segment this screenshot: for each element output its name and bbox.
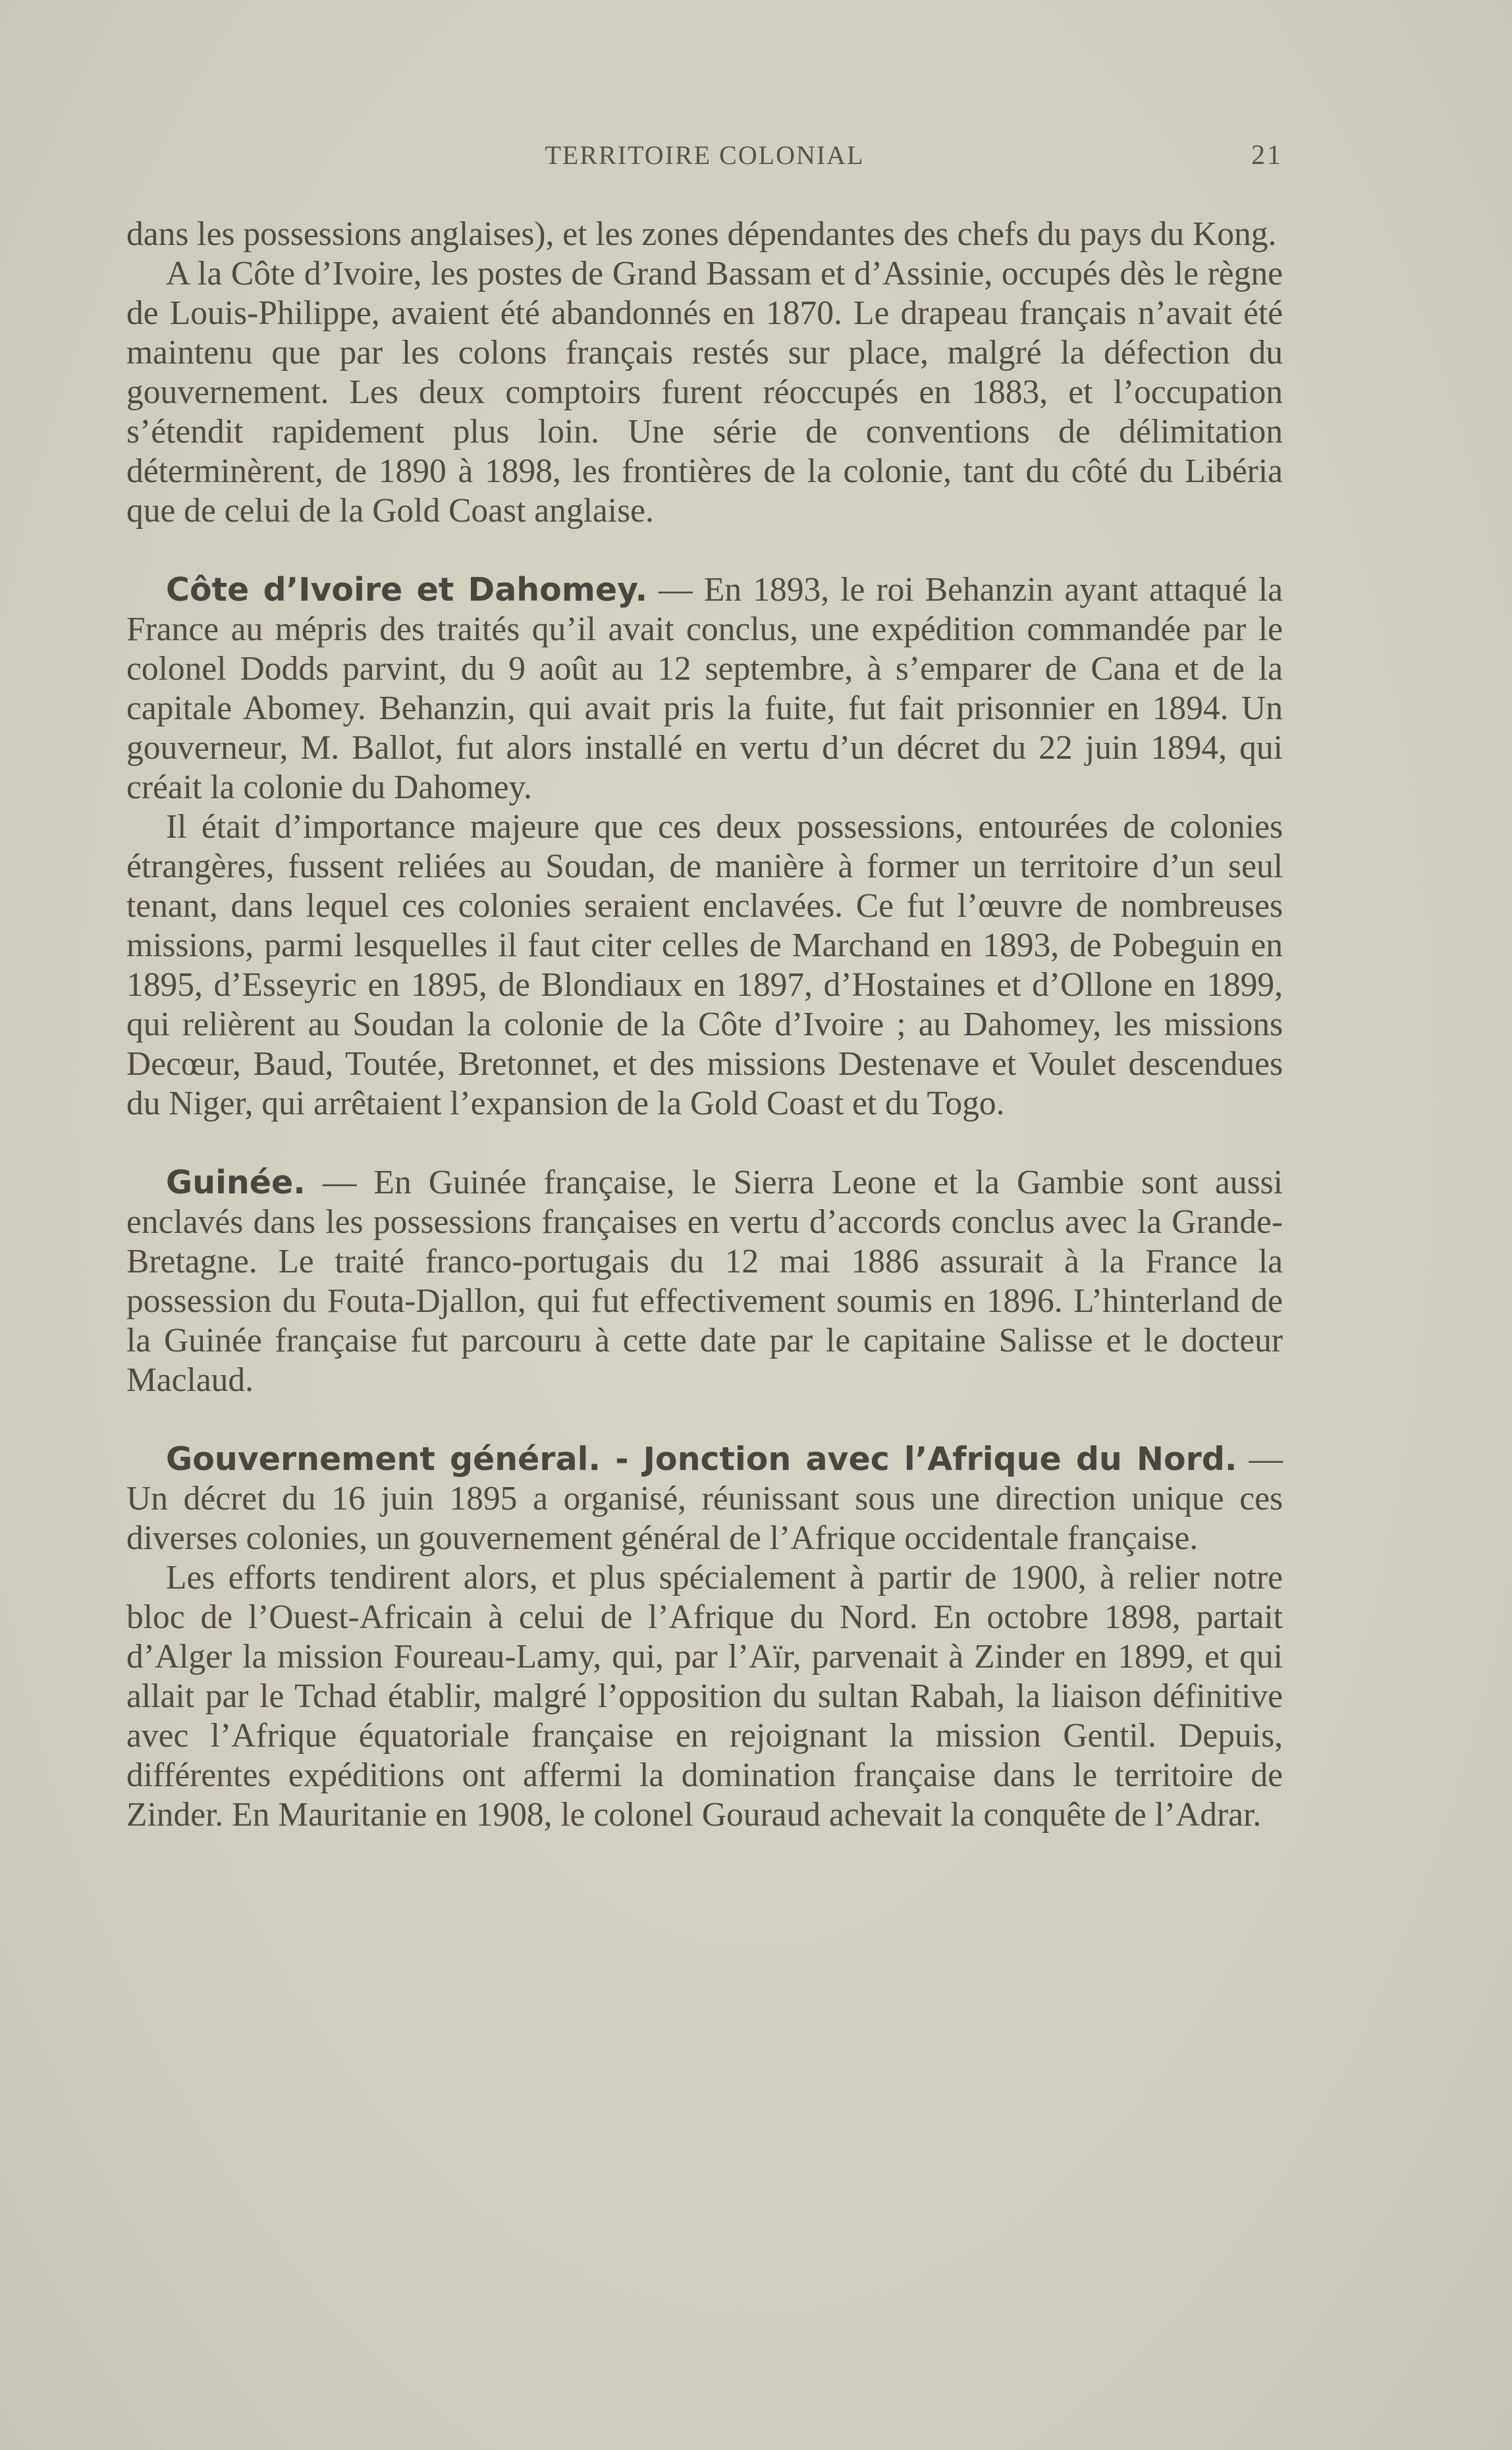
section-heading-gouvernement-general: Gouvernement général. - Jonction avec l’Afrique du Nord. bbox=[166, 1440, 1237, 1478]
body-text bbox=[126, 215, 1283, 1835]
section-heading-cote-ivoire-dahomey: Côte d’Ivoire et Dahomey. bbox=[166, 571, 648, 609]
section-gouvernement-general bbox=[126, 1440, 1283, 1558]
page-number: 21 bbox=[1251, 140, 1283, 171]
paragraph-cote-ivoire: A la Côte d’Ivoire, les postes de Grand Bassam et d’Assinie, occupés dès le règne de Louis-Philippe, avaient été abandonnés en 1870. Le drapeau français n’avait été maintenu que par les colons français restés sur place, malgré la défection du gouvernement. Les deux comptoirs furent réoccupés en 1883, et l’occupation s’étendit rapidement plus loin. Une série de conventions de délimitation déterminèrent, de 1890 à 1898, les frontières de la colonie, tant du côté du Libéria que de celui de la Gold Coast anglaise. bbox=[126, 255, 1283, 530]
page-header bbox=[126, 140, 1283, 179]
section-guinee bbox=[126, 1163, 1283, 1400]
paragraph-efforts: Les efforts tendirent alors, et plus spécialement à partir de 1900, à relier notre bloc de l’Ouest-Africain à celui de l’Afrique du Nord. En octobre 1898, partait d’Alger la mission Foureau-Lamy, qui, par l’Aïr, parvenait à Zinder en 1899, et qui allait par le Tchad établir, malgré l’opposition du sultan Rabah, la liaison définitive avec l’Afrique équatoriale française en rejoignant la mission Gentil. Depuis, différentes expéditions ont affermi la domination française dans le territoire de Zinder. En Mauritanie en 1908, le colonel Gouraud achevait la conquête de l’Adrar. bbox=[126, 1559, 1283, 1834]
paragraph-continuation: dans les possessions anglaises), et les zones dépendantes des chefs du pays du Kong. bbox=[126, 215, 1277, 253]
paragraph-missions: Il était d’importance majeure que ces deux possessions, entourées de colonies étrangères, fussent reliées au Soudan, de manière à former un territoire d’un seul tenant, dans lequel ces colonies seraient enclavées. Ce fut l’œuvre de nombreuses missions, parmi lesquelles il faut citer celles de Marchand en 1893, de Pobeguin en 1895, d’Esseyric en 1895, de Blondiaux en 1897, d’Hostaines et d’Ollone en 1899, qui relièrent au Soudan la colonie de la Côte d’Ivoire ; au Dahomey, les missions Decœur, Baud, Toutée, Bretonnet, et des missions Destenave et Voulet descendues du Niger, qui arrêtaient l’expansion de la Gold Coast et du Togo. bbox=[126, 808, 1283, 1122]
section-cote-ivoire-dahomey bbox=[126, 570, 1283, 807]
section-heading-guinee: Guinée. bbox=[166, 1164, 306, 1201]
section-text-gouvernement-general: — Un décret du 16 juin 1895 a organisé, réunissant sous une direction unique ces diverses colonies, un gouvernement général de l’Afrique occidentale française. bbox=[126, 1440, 1283, 1557]
section-text-guinee: — En Guinée française, le Sierra Leone et la Gambie sont aussi enclavés dans les possessions françaises en vertu d’accords conclus avec la Grande-Bretagne. Le traité franco-portugais du 12 mai 1886 assurait à la France la possession du Fouta-Djallon, qui fut effectivement soumis en 1896. L’hinterland de la Guinée française fut parcouru à cette date par le capitaine Salisse et le docteur Maclaud. bbox=[126, 1164, 1283, 1399]
section-text-cote-ivoire-dahomey: — En 1893, le roi Behanzin ayant attaqué la France au mépris des traités qu’il avait conclus, une expédition commandée par le colonel Dodds parvint, du 9 août au 12 septembre, à s’emparer de Cana et de la capitale Abomey. Behanzin, qui avait pris la fuite, fut fait prisonnier en 1894. Un gouverneur, M. Ballot, fut alors installé en vertu d’un décret du 22 juin 1894, qui créait la colonie du Dahomey. bbox=[126, 571, 1283, 806]
running-title: TERRITOIRE COLONIAL bbox=[545, 140, 865, 170]
